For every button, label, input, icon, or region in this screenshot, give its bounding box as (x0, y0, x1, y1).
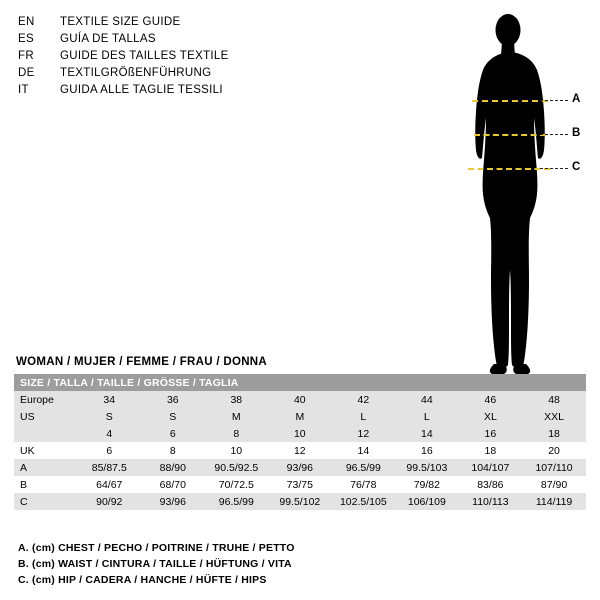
cell: L (332, 408, 396, 425)
table-title: WOMAN / MUJER / FEMME / FRAU / DONNA (16, 356, 268, 368)
cell: XL (459, 408, 523, 425)
row-label-c: C (14, 493, 78, 510)
cell: M (268, 408, 332, 425)
language-text-it: GUIDA ALLE TAGLIE TESSILI (60, 84, 223, 96)
language-row-en (18, 14, 438, 31)
measurement-notes (18, 540, 578, 588)
table-row (14, 408, 586, 425)
cell: 6 (78, 442, 142, 459)
cell: 40 (268, 391, 332, 408)
measure-line-waist (474, 134, 546, 136)
cell: 42 (332, 391, 396, 408)
cell: 76/78 (332, 476, 396, 493)
cell: 102.5/105 (332, 493, 396, 510)
measure-line-hip (468, 168, 550, 170)
cell: 12 (268, 442, 332, 459)
cell: 14 (332, 442, 396, 459)
leader-line-b (540, 134, 568, 135)
row-label-b: B (14, 476, 78, 493)
cell: 8 (205, 425, 269, 442)
cell: 36 (141, 391, 205, 408)
cell: S (78, 408, 142, 425)
cell: 18 (522, 425, 586, 442)
table-row (14, 425, 586, 442)
language-text-fr: GUIDE DES TAILLES TEXTILE (60, 50, 229, 62)
cell: 73/75 (268, 476, 332, 493)
cell: 16 (459, 425, 523, 442)
cell: 99.5/103 (395, 459, 459, 476)
woman-silhouette-icon (430, 8, 590, 376)
cell: 38 (205, 391, 269, 408)
language-row-de (18, 65, 438, 82)
cell: XXL (522, 408, 586, 425)
table-row (14, 391, 586, 408)
cell: 90/92 (78, 493, 142, 510)
cell: 88/90 (141, 459, 205, 476)
cell: 107/110 (522, 459, 586, 476)
cell: 99.5/102 (268, 493, 332, 510)
measure-label-c: C (572, 161, 581, 173)
cell: 93/96 (141, 493, 205, 510)
language-code-it: IT (18, 84, 29, 96)
cell: 87/90 (522, 476, 586, 493)
cell: 14 (395, 425, 459, 442)
note-b: B. (cm) WAIST / CINTURA / TAILLE / HÜFTUNG / VITA (18, 558, 292, 570)
cell: 10 (268, 425, 332, 442)
row-label-europe: Europe (14, 391, 78, 408)
body-silhouette-figure (430, 8, 590, 376)
cell: 106/109 (395, 493, 459, 510)
cell: 70/72.5 (205, 476, 269, 493)
cell: S (141, 408, 205, 425)
language-code-es: ES (18, 33, 34, 45)
table-row (14, 493, 586, 510)
cell: 93/96 (268, 459, 332, 476)
row-label-us-numeric (14, 425, 78, 442)
cell: 96.5/99 (205, 493, 269, 510)
leader-line-a (540, 100, 568, 101)
table-header-row (14, 374, 586, 391)
language-text-es: GUÍA DE TALLAS (60, 33, 156, 45)
table-row (14, 442, 586, 459)
row-label-uk: UK (14, 442, 78, 459)
leader-line-c (540, 168, 568, 169)
cell: 4 (78, 425, 142, 442)
cell: 104/107 (459, 459, 523, 476)
cell: 114/119 (522, 493, 586, 510)
cell: 96.5/99 (332, 459, 396, 476)
measure-label-a: A (572, 93, 581, 105)
size-table-area (14, 356, 586, 510)
language-text-de: TEXTILGRÖßENFÜHRUNG (60, 67, 212, 79)
cell: 18 (459, 442, 523, 459)
note-c: C. (cm) HIP / CADERA / HANCHE / HÜFTE / HIPS (18, 574, 267, 586)
cell: 12 (332, 425, 396, 442)
cell: M (205, 408, 269, 425)
cell: 90.5/92.5 (205, 459, 269, 476)
language-title-block (18, 14, 438, 99)
cell: 83/86 (459, 476, 523, 493)
language-text-en: TEXTILE SIZE GUIDE (60, 16, 181, 28)
cell: 110/113 (459, 493, 523, 510)
cell: 16 (395, 442, 459, 459)
cell: 68/70 (141, 476, 205, 493)
cell: 79/82 (395, 476, 459, 493)
language-row-fr (18, 48, 438, 65)
cell: 34 (78, 391, 142, 408)
language-row-es (18, 31, 438, 48)
cell: 44 (395, 391, 459, 408)
size-table (14, 374, 586, 510)
measure-line-chest (472, 100, 548, 102)
cell: 46 (459, 391, 523, 408)
note-a: A. (cm) CHEST / PECHO / POITRINE / TRUHE / PETTO (18, 542, 295, 554)
cell: 10 (205, 442, 269, 459)
table-row (14, 459, 586, 476)
table-header-label: SIZE / TALLA / TAILLE / GRÖSSE / TAGLIA (14, 374, 586, 391)
cell: 20 (522, 442, 586, 459)
row-label-us: US (14, 408, 78, 425)
language-code-en: EN (18, 16, 35, 28)
language-row-it (18, 82, 438, 99)
cell: 64/67 (78, 476, 142, 493)
cell: 48 (522, 391, 586, 408)
cell: 8 (141, 442, 205, 459)
language-code-de: DE (18, 67, 35, 79)
language-code-fr: FR (18, 50, 34, 62)
cell: L (395, 408, 459, 425)
measure-label-b: B (572, 127, 581, 139)
table-row (14, 476, 586, 493)
cell: 85/87.5 (78, 459, 142, 476)
row-label-a: A (14, 459, 78, 476)
cell: 6 (141, 425, 205, 442)
